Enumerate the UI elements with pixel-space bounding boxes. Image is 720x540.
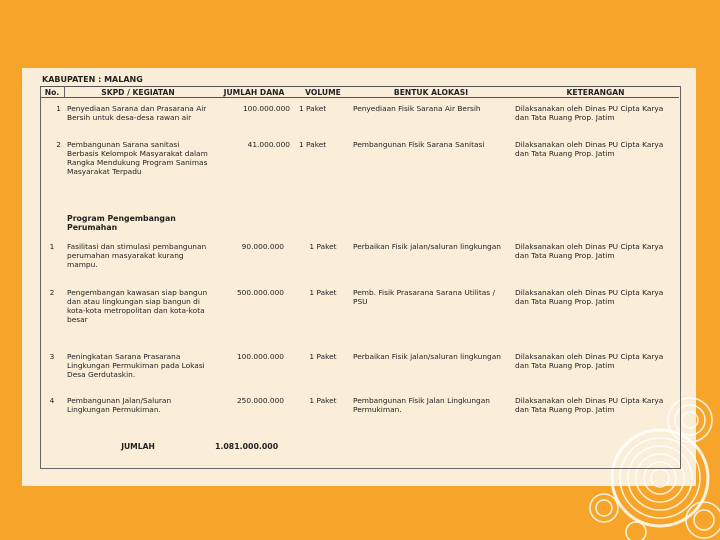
table-row [40, 286, 679, 350]
row-no: 1 [49, 241, 55, 251]
row-keterangan: Dilaksanakan oleh Dinas PU Cipta Karya dan Tata Ruang Prop. Jatim [515, 241, 664, 260]
col-bentuk: BENTUK ALOKASI [350, 87, 512, 98]
table-row [40, 394, 679, 440]
row-keterangan: Dilaksanakan oleh Dinas PU Cipta Karya dan Tata Ruang Prop. Jatim [515, 351, 664, 370]
row-volume: 1 Paket [309, 241, 337, 251]
table-row [40, 138, 679, 204]
row-keterangan: Dilaksanakan oleh Dinas PU Cipta Karya dan Tata Ruang Prop. Jatim [515, 139, 664, 158]
row-no: 1 [56, 104, 61, 113]
row-jumlah: 100.000.000 [236, 351, 284, 361]
row-keterangan: Dilaksanakan oleh Dinas PU Cipta Karya dan Tata Ruang Prop. Jatim [515, 395, 664, 414]
total-value: 1.081.000.000 [215, 441, 279, 451]
row-kegiatan: Peningkatan Sarana Prasarana Lingkungan Permukiman pada Lokasi Desa Gerdutaskin. [67, 351, 205, 379]
row-kegiatan: Penyediaan Sarana dan Prasarana Air Bersih untuk desa-desa rawan air [67, 104, 207, 122]
row-kegiatan: Pengembangan kawasan siap bangun dan atau lingkungan siap bangun di kota-kota metropolitan dan kota-kota besar [67, 287, 208, 324]
col-jumlah: JUMLAH DANA [212, 87, 296, 98]
row-jumlah: 250.000.000 [236, 395, 284, 405]
col-keterangan: KETERANGAN [512, 87, 679, 98]
row-keterangan: Dilaksanakan oleh Dinas PU Cipta Karya dan Tata Ruang Prop. Jatim [515, 104, 664, 122]
row-no: 4 [49, 395, 55, 405]
row-volume: 1 Paket [299, 139, 327, 149]
section-title: Program Pengembangan Perumahan [67, 213, 176, 232]
row-bentuk: Pemb. Fisik Prasarana Sarana Utilitas / PSU [353, 287, 495, 306]
col-skpd: SKPD / KEGIATAN [64, 87, 212, 98]
row-jumlah: 41.000.000 [247, 139, 290, 149]
row-volume: 1 Paket [309, 287, 337, 297]
section-row [40, 204, 679, 240]
row-bentuk: Pembangunan Fisik Jalan Lingkungan Permukiman. [353, 395, 490, 414]
row-volume: 1 Paket [309, 395, 337, 405]
row-kegiatan: Pembangunan Sarana sanitasi Berbasis Kelompok Masyarakat dalam Rangka Mendukung Program Sanimas Masyarakat Terpadu [67, 139, 208, 176]
table-header-row [40, 87, 679, 98]
column-divider [64, 86, 65, 97]
row-keterangan: Dilaksanakan oleh Dinas PU Cipta Karya dan Tata Ruang Prop. Jatim [515, 287, 664, 306]
row-no: 2 [49, 287, 55, 297]
row-bentuk: Pembangunan Fisik Sarana Sanitasi [353, 139, 485, 149]
row-bentuk: Perbaikan Fisik jalan/saluran lingkungan [353, 241, 501, 251]
table-row [40, 98, 679, 138]
row-volume: 1 Paket [299, 104, 327, 113]
kabupaten-heading: KABUPATEN : MALANG [42, 75, 143, 84]
row-jumlah: 100.000.000 [242, 104, 290, 113]
row-jumlah: 500.000.000 [236, 287, 284, 297]
col-no: No. [40, 87, 64, 98]
row-bentuk: Perbaikan Fisik jalan/saluran lingkungan [353, 351, 501, 361]
row-jumlah: 90.000.000 [241, 241, 284, 251]
table-row [40, 240, 679, 286]
row-no: 2 [56, 139, 61, 149]
table-row [40, 350, 679, 394]
total-label: JUMLAH [121, 441, 155, 451]
total-row [40, 440, 679, 458]
row-volume: 1 Paket [309, 351, 337, 361]
row-bentuk: Penyediaan Fisik Sarana Air Bersih [353, 104, 481, 113]
row-kegiatan: Pembangunan Jalan/Saluran Lingkungan Permukiman. [67, 395, 172, 414]
col-volume: VOLUME [296, 87, 350, 98]
row-kegiatan: Fasilitasi dan stimulasi pembangunan perumahan masyarakat kurang mampu. [67, 241, 207, 269]
row-no: 3 [49, 351, 55, 361]
budget-table [40, 86, 679, 458]
